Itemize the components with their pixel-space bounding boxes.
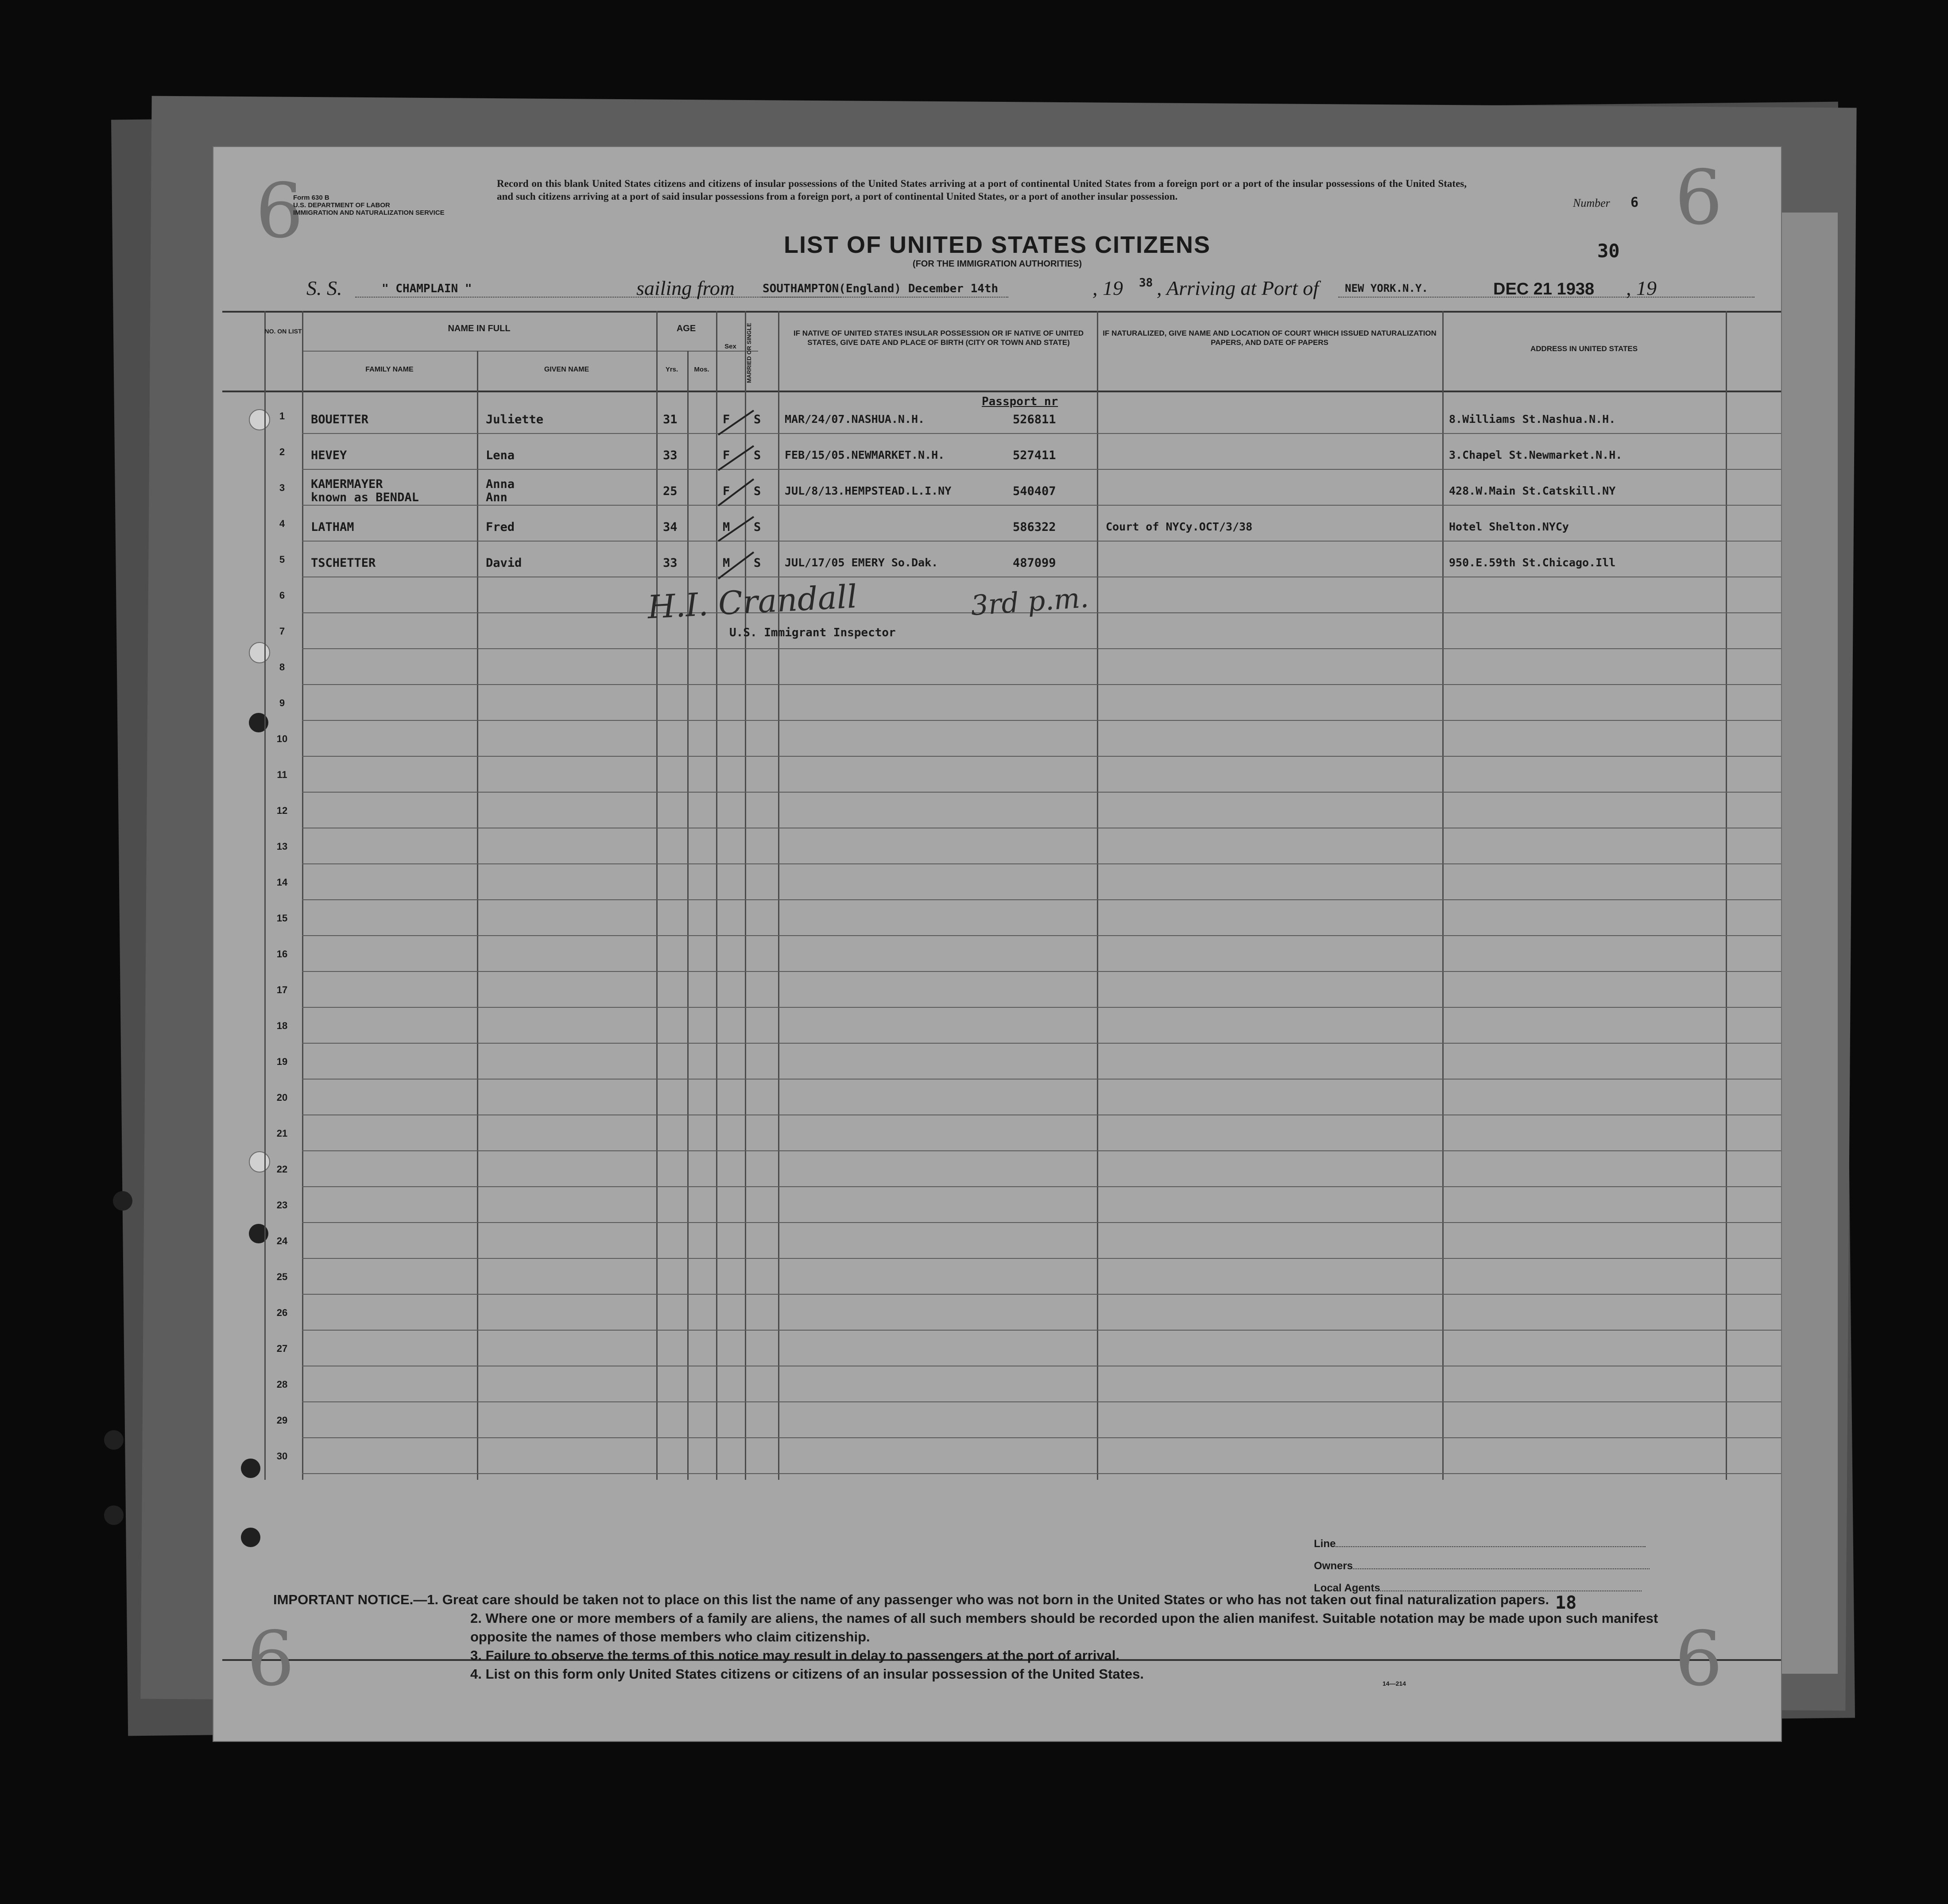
- family-name: LATHAM: [311, 520, 354, 534]
- notice-item-3: 3. Failure to observe the terms of this notice may result in delay to passengers at the port of arrival.: [470, 1648, 1120, 1663]
- notice-item-2: 2. Where one or more members of a family are aliens, the names of all such members should be recorded upon the alien manifest. Suitable notation may be made upon such manifest opposite the names of those members who claim citizenship.: [470, 1610, 1658, 1645]
- departure-port: SOUTHAMPTON(England) December 14th: [763, 282, 999, 295]
- row-rule: [302, 1079, 1781, 1080]
- line-label: Line: [1314, 1538, 1336, 1550]
- given-name: Fred: [486, 520, 515, 534]
- marital-status: S: [754, 449, 761, 462]
- col-birth: IF NATIVE OF UNITED STATES INSULAR POSSESSION OR IF NATIVE OF UNITED STATES, GIVE DATE AND PLACE OF BIRTH (CITY OR TOWN AND STATE): [793, 329, 1084, 347]
- row-rule: [302, 1007, 1781, 1008]
- age-years: 33: [663, 449, 678, 462]
- ship-name: " CHAMPLAIN ": [382, 282, 472, 295]
- marital-status: S: [754, 520, 761, 534]
- row-number: 20: [276, 1092, 288, 1103]
- passport-label: Passport nr: [982, 395, 1058, 408]
- family-name: HEVEY: [311, 449, 347, 462]
- col-naturalized: IF NATURALIZED, GIVE NAME AND LOCATION OF COURT WHICH ISSUED NATURALIZATION PAPERS, AND DATE OF PAPERS: [1103, 329, 1437, 347]
- row-number: 2: [279, 446, 285, 457]
- row-rule: [302, 1473, 1781, 1474]
- col-mos: Mos.: [694, 366, 709, 373]
- col-age: AGE: [676, 324, 696, 333]
- row-number: 18: [276, 1020, 288, 1031]
- address: 3.Chapel St.Newmarket.N.H.: [1449, 449, 1623, 461]
- family-name-alias: known as BENDAL: [311, 491, 419, 504]
- important-notice: [273, 1591, 1704, 1683]
- col-yrs: Yrs.: [665, 366, 678, 373]
- row-number: 12: [276, 805, 288, 816]
- family-name: KAMERMAYER: [311, 477, 383, 491]
- sex: F: [723, 413, 730, 426]
- row-rule: [302, 1401, 1781, 1402]
- row-number: 30: [276, 1451, 288, 1462]
- row-rule: [302, 1186, 1781, 1187]
- owners-field: [1353, 1568, 1650, 1569]
- form-identifier: [293, 194, 445, 217]
- age-years: 34: [663, 520, 678, 534]
- row-number: 23: [276, 1200, 288, 1211]
- number-label: Number: [1573, 197, 1610, 209]
- passenger-table: [222, 311, 1781, 1639]
- sex: M: [723, 556, 730, 570]
- address: 950.E.59th St.Chicago.Ill: [1449, 556, 1616, 569]
- local-agents-label: Local Agents: [1314, 1582, 1380, 1594]
- marital-status: S: [754, 413, 761, 426]
- given-name-alias: Ann: [486, 491, 507, 504]
- given-name: Juliette: [486, 413, 544, 426]
- row-rule: [302, 1294, 1781, 1295]
- row-rule: [302, 935, 1781, 936]
- age-years: 31: [663, 413, 678, 426]
- check-marks: [709, 408, 763, 594]
- row-number: 6: [279, 590, 285, 601]
- corner-number-top-left: 6: [256, 167, 304, 255]
- address: 8.Williams St.Nashua.N.H.: [1449, 413, 1616, 426]
- passport-number: 487099: [1013, 556, 1056, 570]
- col-married-single: MARRIED OR SINGLE: [746, 323, 752, 383]
- passenger-row: [222, 405, 1781, 441]
- table-top-rule: [222, 311, 1781, 313]
- binder-hole: [104, 1430, 124, 1450]
- arrival-date-stamp: DEC 21 1938: [1493, 280, 1595, 298]
- table-header-rule: [222, 391, 1781, 392]
- row-rule: [302, 899, 1781, 900]
- sex: F: [723, 484, 730, 498]
- birth-info: JUL/17/05 EMERY So.Dak.: [785, 556, 938, 569]
- from-line: [760, 297, 1008, 298]
- print-code: 14—214: [1383, 1680, 1406, 1687]
- marital-status: S: [754, 484, 761, 498]
- ss-label: S. S.: [306, 277, 342, 299]
- inspector-signature: H.I. Crandall: [647, 577, 858, 626]
- department-name: U.S. DEPARTMENT OF LABOR: [293, 201, 390, 209]
- form-subtitle: (FOR THE IMMIGRATION AUTHORITIES): [912, 259, 1082, 269]
- year-prefix: , 19: [1092, 277, 1123, 299]
- row-rule: [302, 1043, 1781, 1044]
- given-name: David: [486, 556, 522, 570]
- binder-hole: [104, 1505, 124, 1525]
- corner-number-top-right: 6: [1675, 154, 1723, 242]
- row-rule: [302, 684, 1781, 685]
- row-number: 1: [279, 410, 285, 422]
- passenger-row: [222, 441, 1781, 476]
- header-instructions: Record on this blank United States citizens and citizens of insular possessions of the United States arriving at a port of continental United States from a foreign port or a port of the insular possessions of the United States, and such citizens arriving at a port of said insular possessions from a foreign port, a port of continental United States, or a port of another insular possession.: [497, 178, 1467, 202]
- row-number: 22: [276, 1164, 288, 1175]
- corner-number-bottom-right: 6: [1675, 1615, 1723, 1703]
- manifest-sheet: [213, 146, 1782, 1742]
- passport-number: 527411: [1013, 449, 1056, 462]
- row-number: 13: [276, 841, 288, 852]
- sex: F: [723, 449, 730, 462]
- number-value: 6: [1630, 195, 1639, 210]
- line-field: [1336, 1546, 1646, 1547]
- sheet-total: 18: [1555, 1593, 1577, 1613]
- birth-info: JUL/8/13.HEMPSTEAD.L.I.NY: [785, 484, 952, 497]
- notice-item-1: —1. Great care should be taken not to place on this list the name of any passenger who was not born in the United States or who has not taken out final naturalization papers.: [413, 1592, 1549, 1607]
- row-number: 15: [276, 913, 288, 924]
- row-number: 26: [276, 1307, 288, 1318]
- year-value: 38: [1139, 276, 1153, 290]
- row-number: 4: [279, 518, 285, 529]
- form-number: Form 630 B: [293, 194, 329, 201]
- col-no-on-list: NO. ON LIST: [264, 328, 302, 335]
- arriving-label: , Arriving at Port of: [1157, 277, 1319, 299]
- col-sex: Sex: [724, 343, 736, 350]
- marital-status: S: [754, 556, 761, 570]
- row-number: 14: [276, 877, 288, 888]
- row-number: 29: [276, 1415, 288, 1426]
- corner-number-bottom-left: 6: [247, 1615, 295, 1703]
- row-rule: [302, 720, 1781, 721]
- notice-item-4: 4. List on this form only United States citizens or citizens of an insular possession of the United States.: [470, 1666, 1144, 1682]
- address: 428.W.Main St.Catskill.NY: [1449, 484, 1616, 497]
- age-years: 25: [663, 484, 678, 498]
- passenger-row: [222, 476, 1781, 512]
- birth-info: MAR/24/07.NASHUA.N.H.: [785, 413, 925, 426]
- passport-number: 526811: [1013, 413, 1056, 426]
- row-rule: [302, 971, 1781, 972]
- row-number: 5: [279, 554, 285, 565]
- row-number: 8: [279, 662, 285, 673]
- row-rule: [302, 792, 1781, 793]
- year-suffix: , 19: [1626, 277, 1657, 299]
- row-rule: [302, 1437, 1781, 1438]
- row-number: 19: [276, 1056, 288, 1067]
- row-number: 24: [276, 1235, 288, 1246]
- address: Hotel Shelton.NYCy: [1449, 520, 1569, 533]
- row-number: 10: [276, 733, 288, 744]
- given-name: Anna: [486, 477, 515, 491]
- row-number: 17: [276, 984, 288, 995]
- inspector-title: U.S. Immigrant Inspector: [729, 626, 896, 639]
- passenger-row: [222, 512, 1781, 548]
- signature-time-note: 3rd p.m.: [969, 581, 1090, 622]
- family-name: BOUETTER: [311, 413, 369, 426]
- naturalization-court: Court of NYCy.OCT/3/38: [1106, 520, 1253, 533]
- row-number: 21: [276, 1128, 288, 1139]
- col-name-in-full: NAME IN FULL: [448, 324, 511, 333]
- col-family-name: FAMILY NAME: [365, 366, 414, 373]
- row-rule: [302, 756, 1781, 757]
- arrival-port: NEW YORK.N.Y.: [1345, 282, 1428, 294]
- row-number: 3: [279, 482, 285, 493]
- row-number: 27: [276, 1343, 288, 1354]
- given-name: Lena: [486, 449, 515, 462]
- notice-title: IMPORTANT NOTICE.: [273, 1592, 414, 1607]
- row-rule: [302, 1330, 1781, 1331]
- binder-hole: [113, 1191, 132, 1211]
- row-number: 16: [276, 948, 288, 960]
- page-number: 30: [1597, 240, 1620, 262]
- form-title: LIST OF UNITED STATES CITIZENS: [784, 232, 1211, 258]
- row-rule: [302, 1150, 1781, 1151]
- row-number: 25: [276, 1271, 288, 1282]
- sex: M: [723, 520, 730, 534]
- passenger-entries: [222, 405, 1781, 584]
- col-given-name: GIVEN NAME: [544, 366, 589, 373]
- row-rule: [302, 1258, 1781, 1259]
- row-number: 11: [277, 769, 287, 780]
- passport-number: 540407: [1013, 484, 1056, 498]
- owners-label: Owners: [1314, 1560, 1353, 1572]
- passport-number: 586322: [1013, 520, 1056, 534]
- age-years: 33: [663, 556, 678, 570]
- sailing-label: sailing from: [636, 277, 735, 299]
- family-name: TSCHETTER: [311, 556, 376, 570]
- row-number: 28: [276, 1379, 288, 1390]
- row-number: 7: [279, 626, 285, 637]
- service-name: IMMIGRATION AND NATURALIZATION SERVICE: [293, 209, 445, 217]
- line-owners-agents: [1314, 1533, 1650, 1599]
- passenger-row: [222, 548, 1781, 584]
- col-address: ADDRESS IN UNITED STATES: [1530, 344, 1638, 353]
- row-rule: [302, 1222, 1781, 1223]
- row-rule: [302, 863, 1781, 864]
- row-number: 9: [279, 697, 285, 708]
- birth-info: FEB/15/05.NEWMARKET.N.H.: [785, 449, 945, 461]
- row-rule: [302, 648, 1781, 649]
